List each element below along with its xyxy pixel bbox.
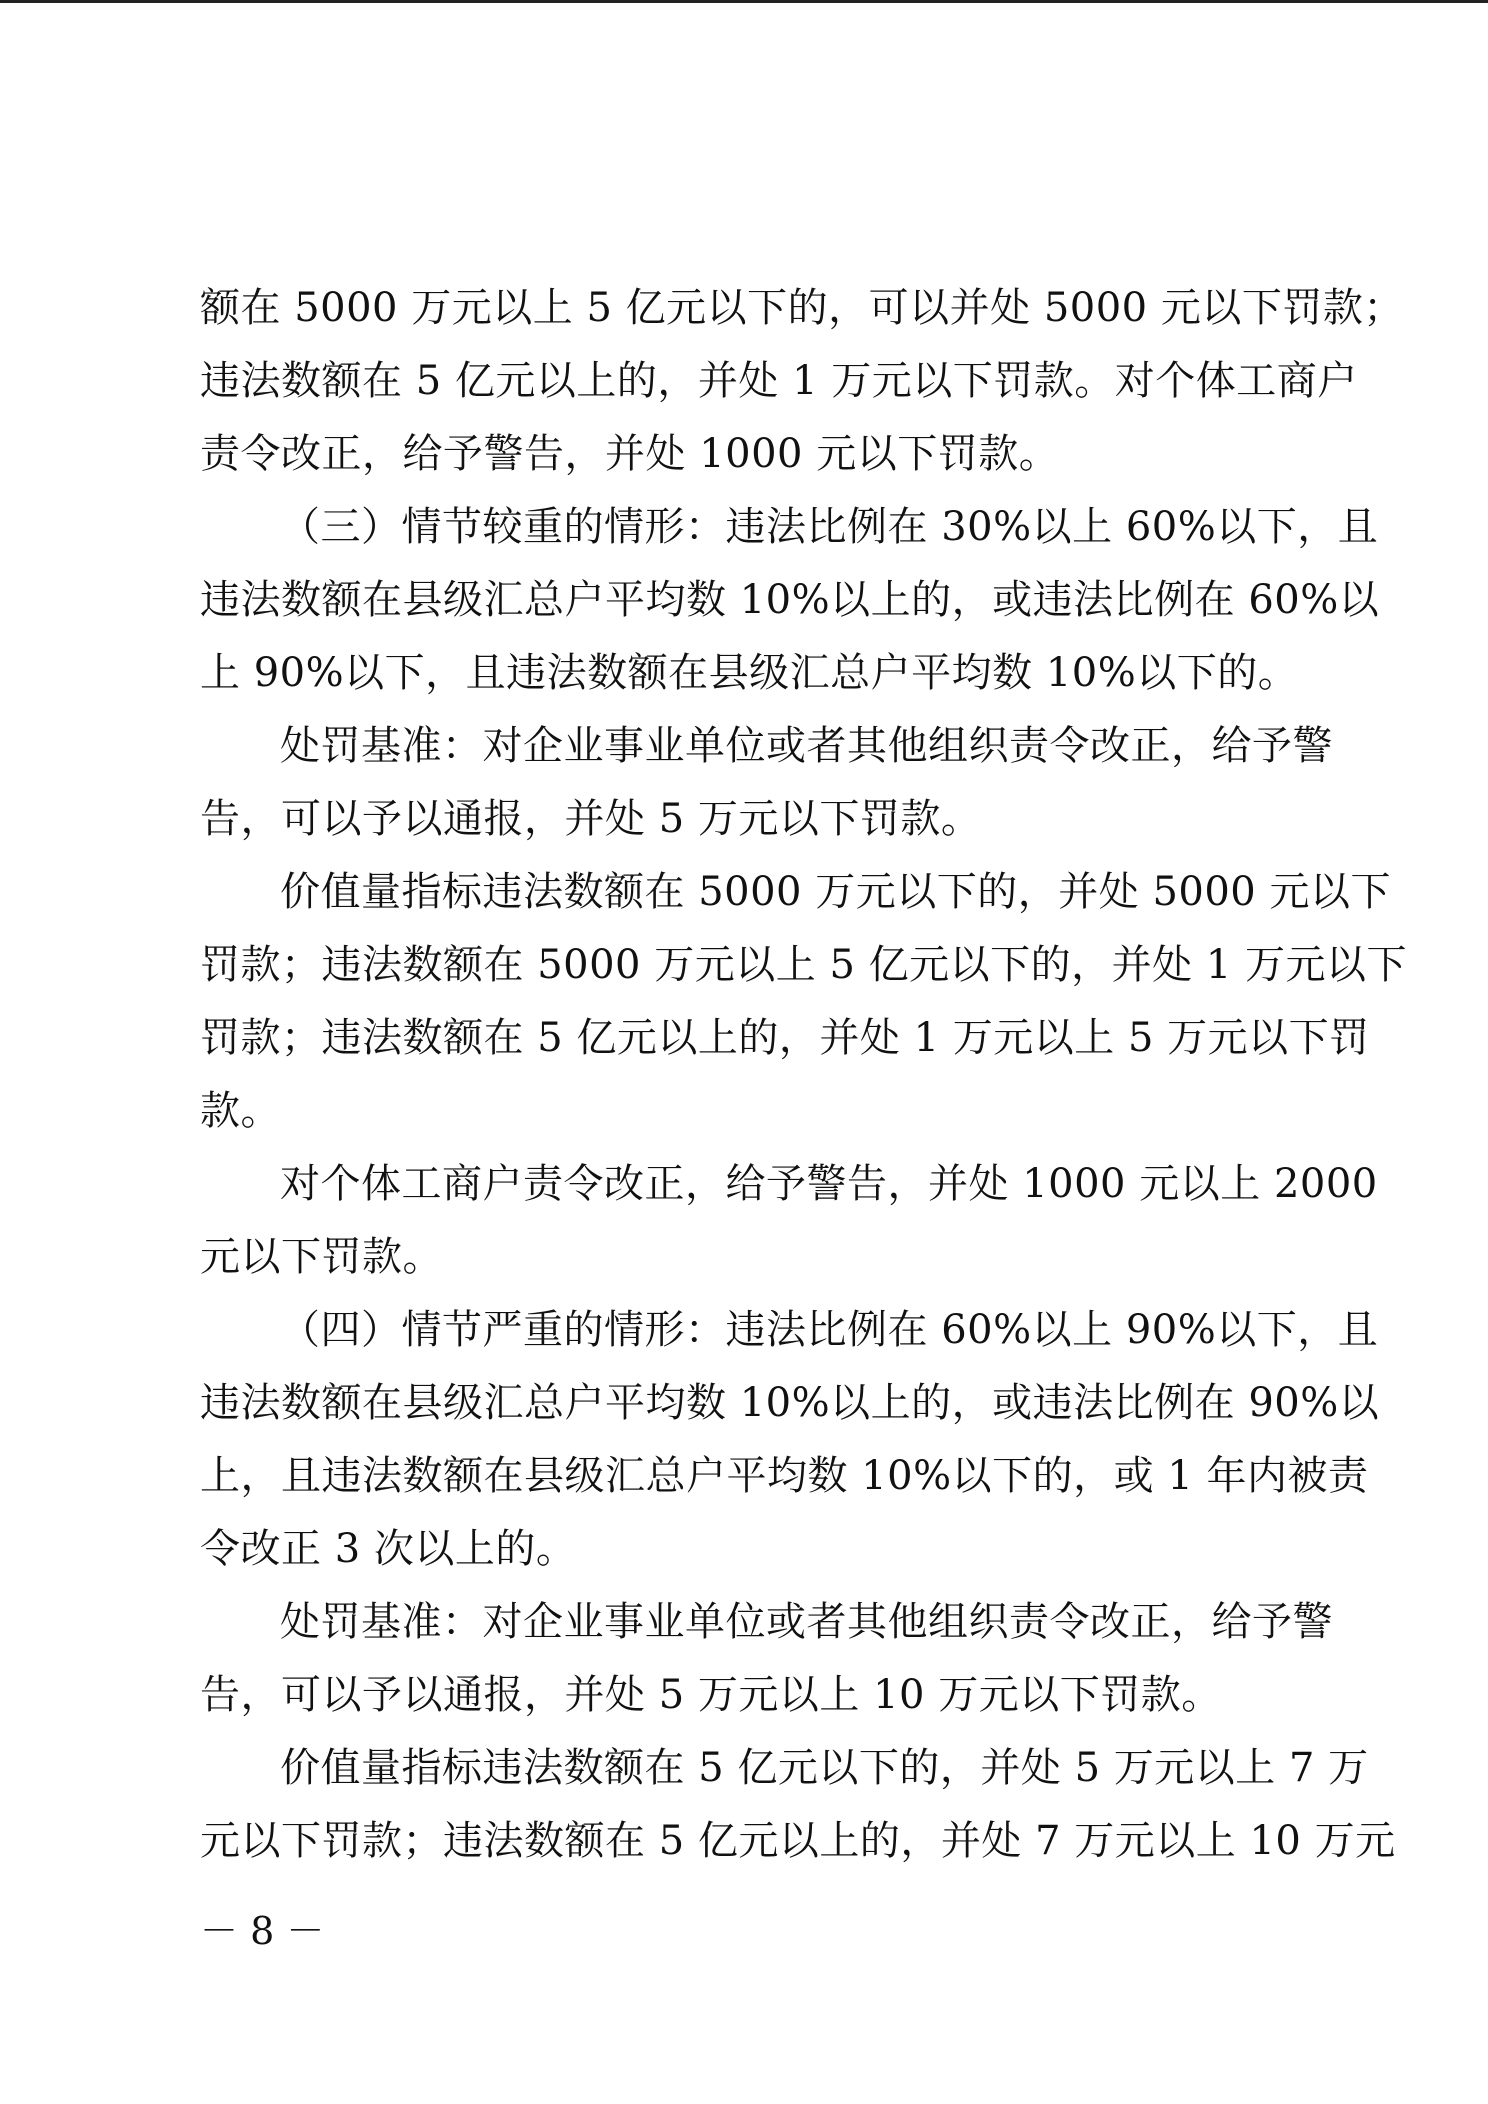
paragraph-start-line: 价值量指标违法数额在 5 亿元以下的，并处 5 万元以上 7 万 bbox=[280, 1745, 1369, 1791]
page-number: － 8 － bbox=[200, 1909, 325, 1953]
text-line: 额在 5000 万元以上 5 亿元以下的，可以并处 5000 元以下罚款； bbox=[200, 285, 1404, 331]
text-line: 上 90%以下，且违法数额在县级汇总户平均数 10%以下的。 bbox=[200, 650, 1299, 696]
paragraph-start-line: 价值量指标违法数额在 5000 万元以下的，并处 5000 元以下 bbox=[280, 869, 1391, 915]
top-border bbox=[0, 0, 1488, 3]
text-line: 元以下罚款；违法数额在 5 亿元以上的，并处 7 万元以上 10 万元 bbox=[200, 1818, 1396, 1864]
text-line: 违法数额在 5 亿元以上的，并处 1 万元以下罚款。对个体工商户 bbox=[200, 358, 1358, 404]
paragraph-start-line: 处罚基准：对企业事业单位或者其他组织责令改正，给予警 bbox=[280, 723, 1333, 769]
text-line: 罚款；违法数额在 5 亿元以上的，并处 1 万元以上 5 万元以下罚 bbox=[200, 1015, 1370, 1061]
text-line: 告，可以予以通报，并处 5 万元以上 10 万元以下罚款。 bbox=[200, 1672, 1222, 1718]
text-line: 告，可以予以通报，并处 5 万元以下罚款。 bbox=[200, 796, 982, 842]
text-line: 款。 bbox=[200, 1088, 281, 1134]
section-heading-line: （四）情节严重的情形：违法比例在 60%以上 90%以下，且 bbox=[280, 1307, 1379, 1353]
text-line: 违法数额在县级汇总户平均数 10%以上的，或违法比例在 60%以 bbox=[200, 577, 1380, 623]
text-line: 上，且违法数额在县级汇总户平均数 10%以下的，或 1 年内被责 bbox=[200, 1453, 1369, 1499]
paragraph-start-line: 对个体工商户责令改正，给予警告，并处 1000 元以上 2000 bbox=[280, 1161, 1378, 1207]
text-line: 责令改正，给予警告，并处 1000 元以下罚款。 bbox=[200, 431, 1060, 477]
text-line: 罚款；违法数额在 5000 万元以上 5 亿元以下的，并处 1 万元以下 bbox=[200, 942, 1407, 988]
document-body bbox=[200, 277, 1407, 1883]
text-line: 违法数额在县级汇总户平均数 10%以上的，或违法比例在 90%以 bbox=[200, 1380, 1380, 1426]
paragraph-start-line: 处罚基准：对企业事业单位或者其他组织责令改正，给予警 bbox=[280, 1599, 1333, 1645]
section-heading-line: （三）情节较重的情形：违法比例在 30%以上 60%以下，且 bbox=[280, 504, 1379, 550]
text-line: 元以下罚款。 bbox=[200, 1234, 443, 1280]
text-line: 令改正 3 次以上的。 bbox=[200, 1526, 577, 1572]
